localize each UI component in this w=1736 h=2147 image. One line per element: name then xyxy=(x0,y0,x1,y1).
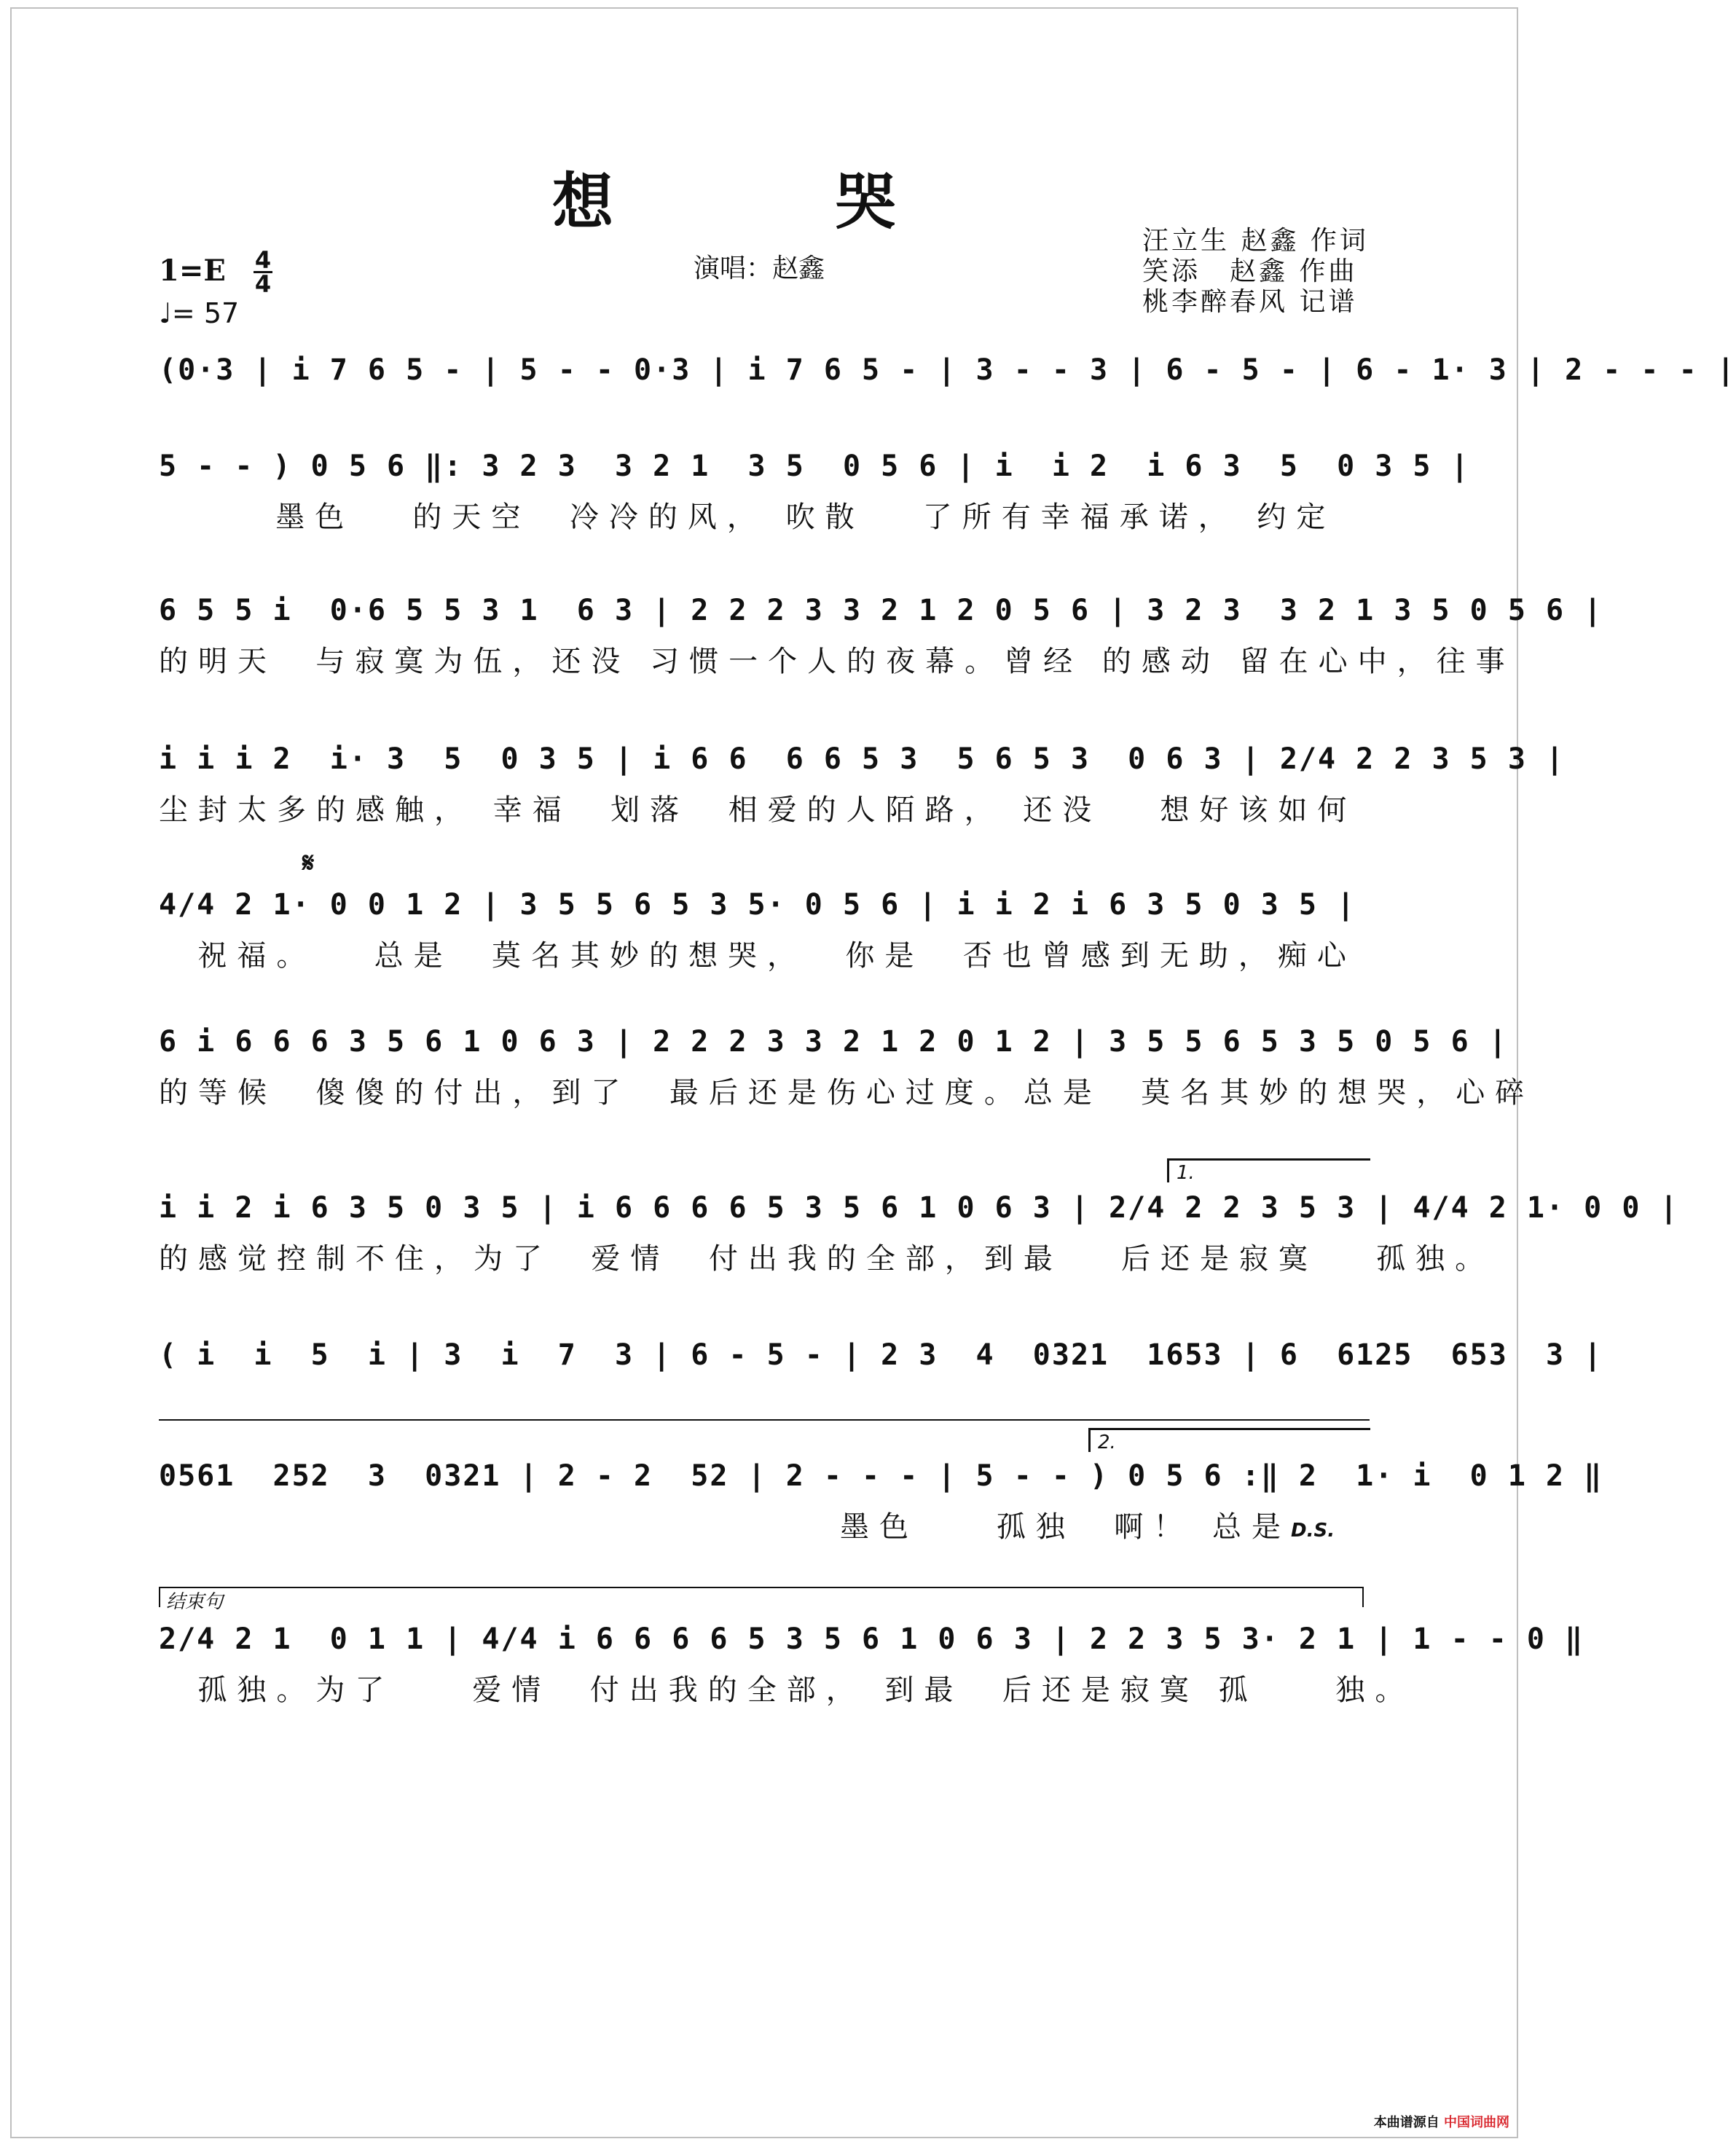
notation-line: i i 2 i 6 3 5 0 3 5 | i 6 6 6 6 5 3 5 6 1 0 6 3 | 2/4 2 2 3 5 3 | 4/4 2 1· 0 0 | xyxy=(159,1191,1679,1225)
lyric-line: 祝福。 总是 莫名其妙的想哭， 你是 否也曾感到无助，痴心 xyxy=(159,939,1356,973)
time-signature xyxy=(254,246,272,298)
volta-second-ending xyxy=(1088,1428,1370,1452)
volta-second-label: 2. xyxy=(1098,1432,1116,1453)
segno-sign: 𝄋 xyxy=(302,847,315,879)
ending-section-bracket xyxy=(159,1587,1364,1613)
notation-line: ( i i 5 i | 3 i 7 3 | 6 - 5 - | 2 3 4 0321 1653 | 6 6125 653 3 | xyxy=(159,1338,1603,1372)
singer-credit: 演唱：赵鑫 xyxy=(694,254,825,283)
lyric-line: 的明天 与寂寞为伍，还没 习惯一个人的夜幕。曾经 的感动 留在心中，往事 xyxy=(159,645,1515,678)
lyric-line: 尘封太多的感触， 幸福 划落 相爱的人陌路， 还没 想好该如何 xyxy=(159,793,1357,827)
volta-first-ending xyxy=(1167,1158,1370,1182)
notation-line: i i i 2 i· 3 5 0 3 5 | i 6 6 6 6 5 3 5 6 5 3 0 6 3 | 2/4 2 2 3 5 3 | xyxy=(159,742,1566,776)
lyric-text: 墨色 孤独 啊！ 总是 xyxy=(159,1510,1292,1544)
key-signature: 1=E xyxy=(159,254,226,288)
lyric-line: 墨色 的天空 冷冷的风， 吹散 了所有幸福承诺， 约定 xyxy=(159,501,1336,534)
notation-line: 5 - - ) 0 5 6 ‖: 3 2 3 3 2 1 3 5 0 5 6 | i i 2 i 6 3 5 0 3 5 | xyxy=(159,450,1470,483)
footer-source-text: 本曲谱源自 xyxy=(1373,2115,1440,2130)
song-title: 想 哭 xyxy=(551,165,976,238)
system-separator xyxy=(159,1419,1370,1421)
notation-line: 0561 252 3 0321 | 2 - 2 52 | 2 - - - | 5 - - ) 0 5 6 :‖ 2 1· i 0 1 2 ‖ xyxy=(159,1459,1603,1493)
lyric-line: 的感觉控制不住，为了 爱情 付出我的全部，到最 后还是寂寞 孤独。 xyxy=(159,1242,1495,1276)
lyricist-credit: 汪立生 赵鑫 作词 xyxy=(1142,226,1369,256)
lyric-line: 孤独。为了 爱情 付出我的全部， 到最 后还是寂寞 孤 独。 xyxy=(159,1673,1415,1707)
transcriber-credit: 桃李醉春风 记谱 xyxy=(1142,287,1358,317)
ending-section-label: 结束句 xyxy=(166,1591,224,1613)
time-signature-top: 4 xyxy=(254,246,272,274)
notation-line: (0·3 | i 7 6 5 - | 5 - - 0·3 | i 7 6 5 - | 3 - - 3 | 6 - 5 - | 6 - 1· 3 | 2 - - - | xyxy=(159,353,1736,387)
notation-line: 6 5 5 i 0·6 5 5 3 1 6 3 | 2 2 2 3 3 2 1 2 0 5 6 | 3 2 3 3 2 1 3 5 0 5 6 | xyxy=(159,594,1603,627)
notation-line: 4/4 2 1· 0 0 1 2 | 3 5 5 6 5 3 5· 0 5 6 | i i 2 i 6 3 5 0 3 5 | xyxy=(159,888,1356,922)
credits-block xyxy=(1142,226,1369,318)
notation-line: 6 i 6 6 6 3 5 6 1 0 6 3 | 2 2 2 3 3 2 1 2 0 1 2 | 3 5 5 6 5 3 5 0 5 6 | xyxy=(159,1025,1508,1059)
composer-credit: 笑添 赵鑫 作曲 xyxy=(1142,256,1358,286)
footer-brand-link[interactable]: 中国词曲网 xyxy=(1444,2115,1509,2130)
tempo-marking: ♩= 57 xyxy=(159,297,240,329)
source-footer xyxy=(1374,2112,1509,2131)
lyric-line: 的等候 傻傻的付出，到了 最后还是伤心过度。总是 莫名其妙的想哭，心碎 xyxy=(159,1076,1535,1110)
volta-first-label: 1. xyxy=(1177,1162,1195,1184)
lyric-line xyxy=(159,1507,1368,1551)
time-signature-bottom: 4 xyxy=(254,270,272,298)
dal-segno-marking: D.S. xyxy=(1291,1520,1335,1542)
notation-line: 2/4 2 1 0 1 1 | 4/4 i 6 6 6 6 5 3 5 6 1 0 6 3 | 2 2 3 5 3· 2 1 | 1 - - 0 ‖ xyxy=(159,1622,1584,1656)
